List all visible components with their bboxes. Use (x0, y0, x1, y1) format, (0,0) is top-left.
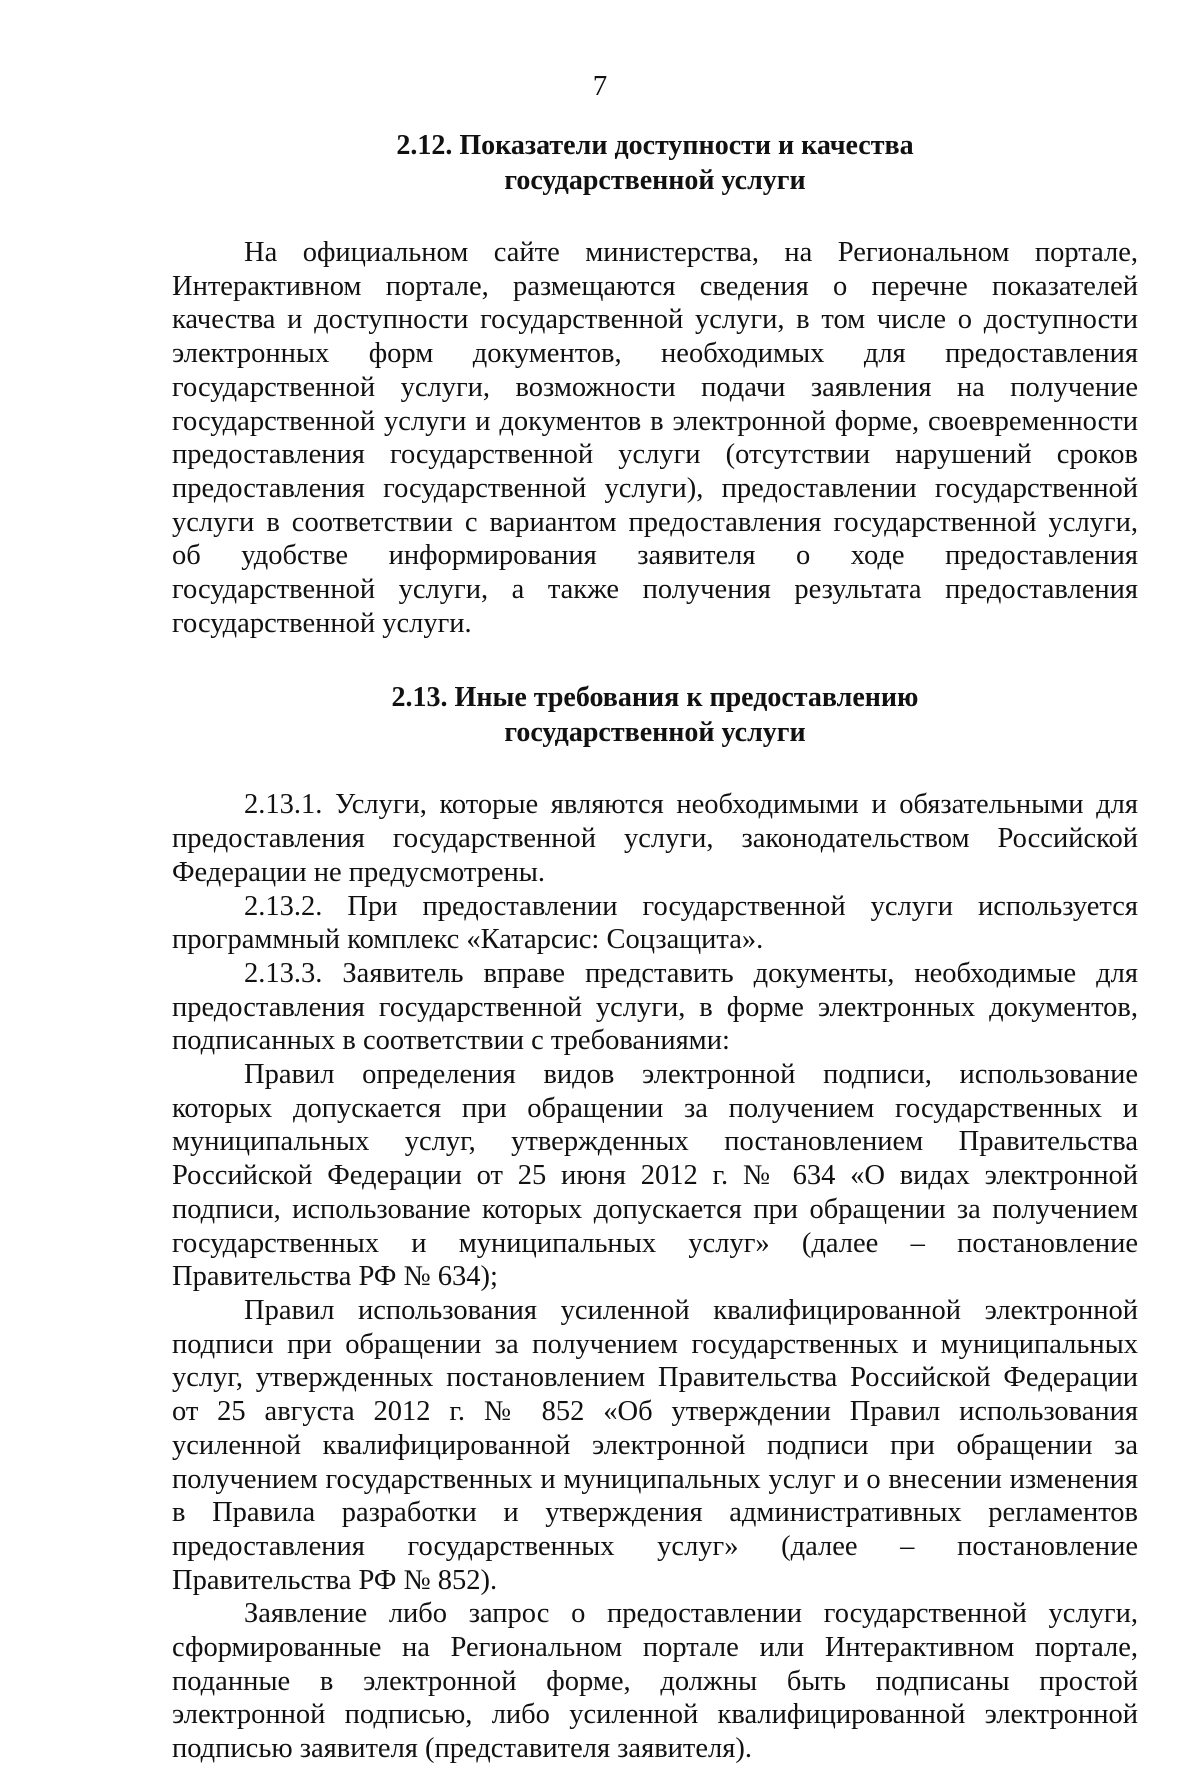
paragraph-2-13-1: 2.13.1. Услуги, которые являются необходимыми и обязательными для предоставления государственной услуги, законодательством Российской Федерации не предусмотрены. (172, 789, 1138, 888)
section-2-13-title-line1: 2.13. Иные требования к предоставлению (391, 682, 919, 714)
page-number: 7 (592, 70, 608, 102)
section-2-13-title-line2: государственной услуги (504, 717, 806, 749)
section-2-12-title-line2: государственной услуги (504, 165, 806, 196)
section-2-12-title (172, 128, 1138, 198)
section-2-12-title-line1: 2.12. Показатели доступности и качества (396, 130, 914, 161)
section-2-12-paragraph: На официальном сайте министерства, на Региональном портале, Интерактивном портале, размещаются сведения о перечне показателей качества и доступности государственной услуги, в том числе о доступности электронных форм документов, необходимых для предоставления государственной услуги, возможности подачи заявления на получение государственной услуги и документов в электронной форме, своевременности предоставления государственной услуги (отсутствии нарушений сроков предоставления государственной услуги), предоставлении государственной услуги в соответствии с вариантом предоставления государственной услуги, об удобстве информирования заявителя о ходе предоставления государственной услуги, а также получения результата предоставления государственной услуги. (172, 237, 1138, 639)
paragraph-2-13-3: 2.13.3. Заявитель вправе представить документы, необходимые для предоставления государственной услуги, в форме электронных документов, подписанных в соответствии с требованиями: (172, 957, 1138, 1057)
paragraph-2-13-2: 2.13.2. При предоставлении государственной услуги используется программный комплекс «Катарсис: Соцзащита». (172, 890, 1138, 956)
paragraph-rules-634: Правил определения видов электронной подписи, использование которых допускается при обращении за получением государственных и муниципальных услуг, утвержденных постановлением Правительства Российской Федерации от 25 июня 2012 г. № 634 «О видах электронной подписи, использование которых допускается при обращении за получением государственных и муниципальных услуг» (далее – постановление Правительства РФ № 634); (172, 1059, 1138, 1293)
paragraph-rules-852: Правил использования усиленной квалифицированной электронной подписи при обращении за получением государственных и муниципальных услуг, утвержденных постановлением Правительства Российской Федерации от 25 августа 2012 г. № 852 «Об утверждении Правил использования усиленной квалифицированной электронной подписи при обращении за получением государственных и муниципальных услуг и о внесении изменения в Правила разработки и утверждения административных регламентов предоставления государственных услуг» (далее – постановление Правительства РФ № 852). (172, 1294, 1138, 1596)
paragraph-application-signature: Заявление либо запрос о предоставлении государственной услуги, сформированные на Региональном портале или Интерактивном портале, поданные в электронной форме, должны быть подписаны простой электронной подписью, либо усиленной квалифицированной электронной подписью заявителя (представителя заявителя). (172, 1598, 1138, 1765)
document-body (172, 128, 1138, 1766)
section-2-13-title (172, 680, 1138, 750)
